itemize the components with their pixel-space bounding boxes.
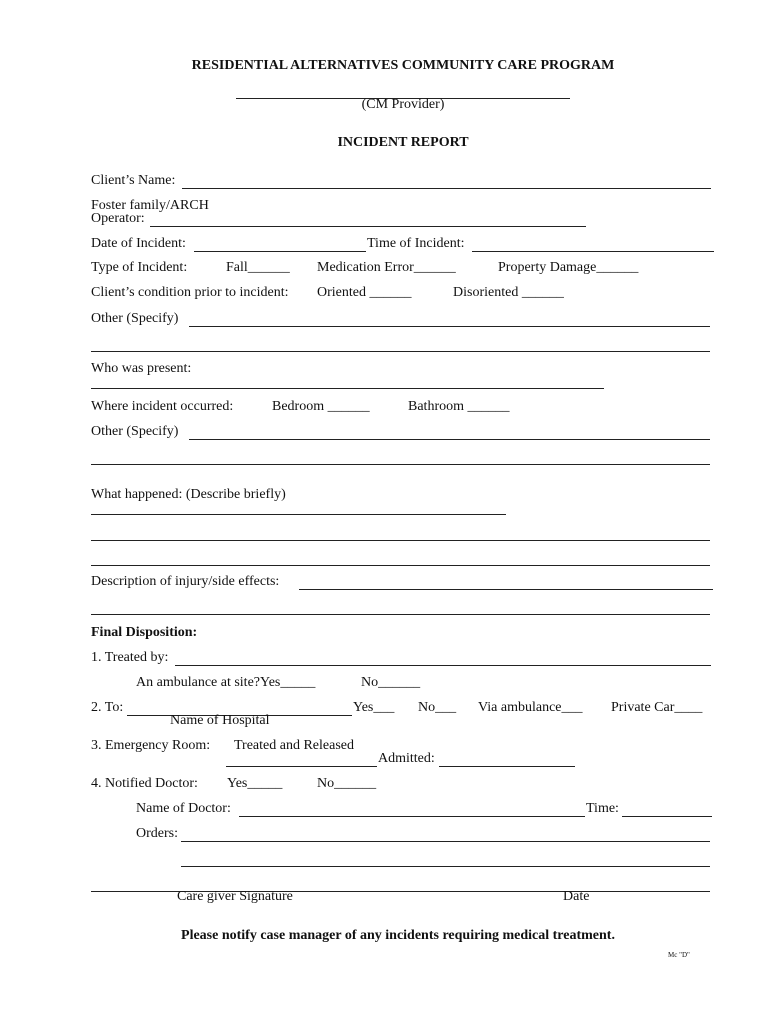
- orders-label: Orders:: [136, 826, 178, 841]
- ambulance-no-option[interactable]: No______: [361, 675, 421, 690]
- date-caption: Date: [563, 889, 590, 904]
- treated-by-field[interactable]: [175, 665, 711, 666]
- time-of-incident-field[interactable]: [472, 251, 714, 252]
- treated-released-field[interactable]: [226, 766, 377, 767]
- via-ambulance-option[interactable]: Via ambulance___: [478, 700, 583, 715]
- admitted-field[interactable]: [439, 766, 575, 767]
- what-happened-label: What happened: (Describe briefly): [91, 487, 286, 502]
- date-of-incident-label: Date of Incident:: [91, 236, 186, 251]
- other-location-label: Other (Specify): [91, 424, 179, 439]
- injury-description-field-line2[interactable]: [91, 614, 710, 615]
- admitted-label: Admitted:: [378, 751, 435, 766]
- time-field[interactable]: [622, 816, 712, 817]
- private-car-option[interactable]: Private Car____: [611, 700, 703, 715]
- name-of-doctor-label: Name of Doctor:: [136, 801, 231, 816]
- oriented-option[interactable]: Oriented ______: [317, 285, 412, 300]
- doctor-name-field[interactable]: [239, 816, 585, 817]
- who-present-label: Who was present:: [91, 361, 192, 376]
- foster-family-label: Foster family/ARCH: [91, 198, 209, 213]
- what-happened-field[interactable]: [91, 514, 506, 515]
- type-of-incident-label: Type of Incident:: [91, 260, 188, 275]
- orders-field[interactable]: [181, 841, 710, 842]
- notified-doctor-label: 4. Notified Doctor:: [91, 776, 198, 791]
- report-title: INCIDENT REPORT: [337, 135, 469, 150]
- medication-error-option[interactable]: Medication Error______: [317, 260, 456, 275]
- who-present-field[interactable]: [91, 388, 604, 389]
- clients-name-label: Client’s Name:: [91, 173, 176, 188]
- bathroom-option[interactable]: Bathroom ______: [408, 399, 510, 414]
- what-happened-field-line3[interactable]: [91, 565, 710, 566]
- to-label: 2. To:: [91, 700, 124, 715]
- other-location-field-line2[interactable]: [91, 464, 710, 465]
- what-happened-field-line2[interactable]: [91, 540, 710, 541]
- injury-description-field[interactable]: [299, 589, 713, 590]
- treated-by-label: 1. Treated by:: [91, 650, 169, 665]
- bedroom-option[interactable]: Bedroom ______: [272, 399, 370, 414]
- client-condition-label: Client’s condition prior to incident:: [91, 285, 289, 300]
- date-of-incident-field[interactable]: [194, 251, 366, 252]
- doctor-no-option[interactable]: No______: [317, 776, 377, 791]
- operator-field[interactable]: [150, 226, 586, 227]
- fall-option[interactable]: Fall______: [226, 260, 290, 275]
- where-occurred-label: Where incident occurred:: [91, 399, 234, 414]
- form-title: RESIDENTIAL ALTERNATIVES COMMUNITY CARE PROGRAM: [191, 58, 615, 73]
- ambulance-at-site-option[interactable]: An ambulance at site?Yes_____: [136, 675, 316, 690]
- property-damage-option[interactable]: Property Damage______: [498, 260, 639, 275]
- clients-name-field[interactable]: [182, 188, 711, 189]
- notify-notice: Please notify case manager of any incidents requiring medical treatment.: [181, 928, 615, 943]
- doctor-yes-option[interactable]: Yes_____: [227, 776, 283, 791]
- time-of-incident-label: Time of Incident:: [367, 236, 465, 251]
- injury-description-label: Description of injury/side effects:: [91, 574, 280, 589]
- other-specify-field-line2[interactable]: [91, 351, 710, 352]
- emergency-room-label: 3. Emergency Room:: [91, 738, 211, 753]
- operator-label: Operator:: [91, 211, 145, 226]
- to-no-option[interactable]: No___: [418, 700, 457, 715]
- to-yes-option[interactable]: Yes___: [353, 700, 395, 715]
- orders-field-line2[interactable]: [181, 866, 710, 867]
- other-specify-field[interactable]: [189, 326, 710, 327]
- disoriented-option[interactable]: Disoriented ______: [453, 285, 564, 300]
- treated-released-option: Treated and Released: [234, 738, 354, 753]
- form-code: Mc "D": [668, 951, 690, 959]
- caregiver-signature-caption: Care giver Signature: [177, 889, 293, 904]
- cm-provider-label: (CM Provider): [361, 97, 445, 112]
- time-label: Time:: [586, 801, 619, 816]
- other-location-field[interactable]: [189, 439, 710, 440]
- name-of-hospital-caption: Name of Hospital: [170, 713, 270, 728]
- other-specify-label: Other (Specify): [91, 311, 179, 326]
- final-disposition-heading: Final Disposition:: [91, 625, 198, 640]
